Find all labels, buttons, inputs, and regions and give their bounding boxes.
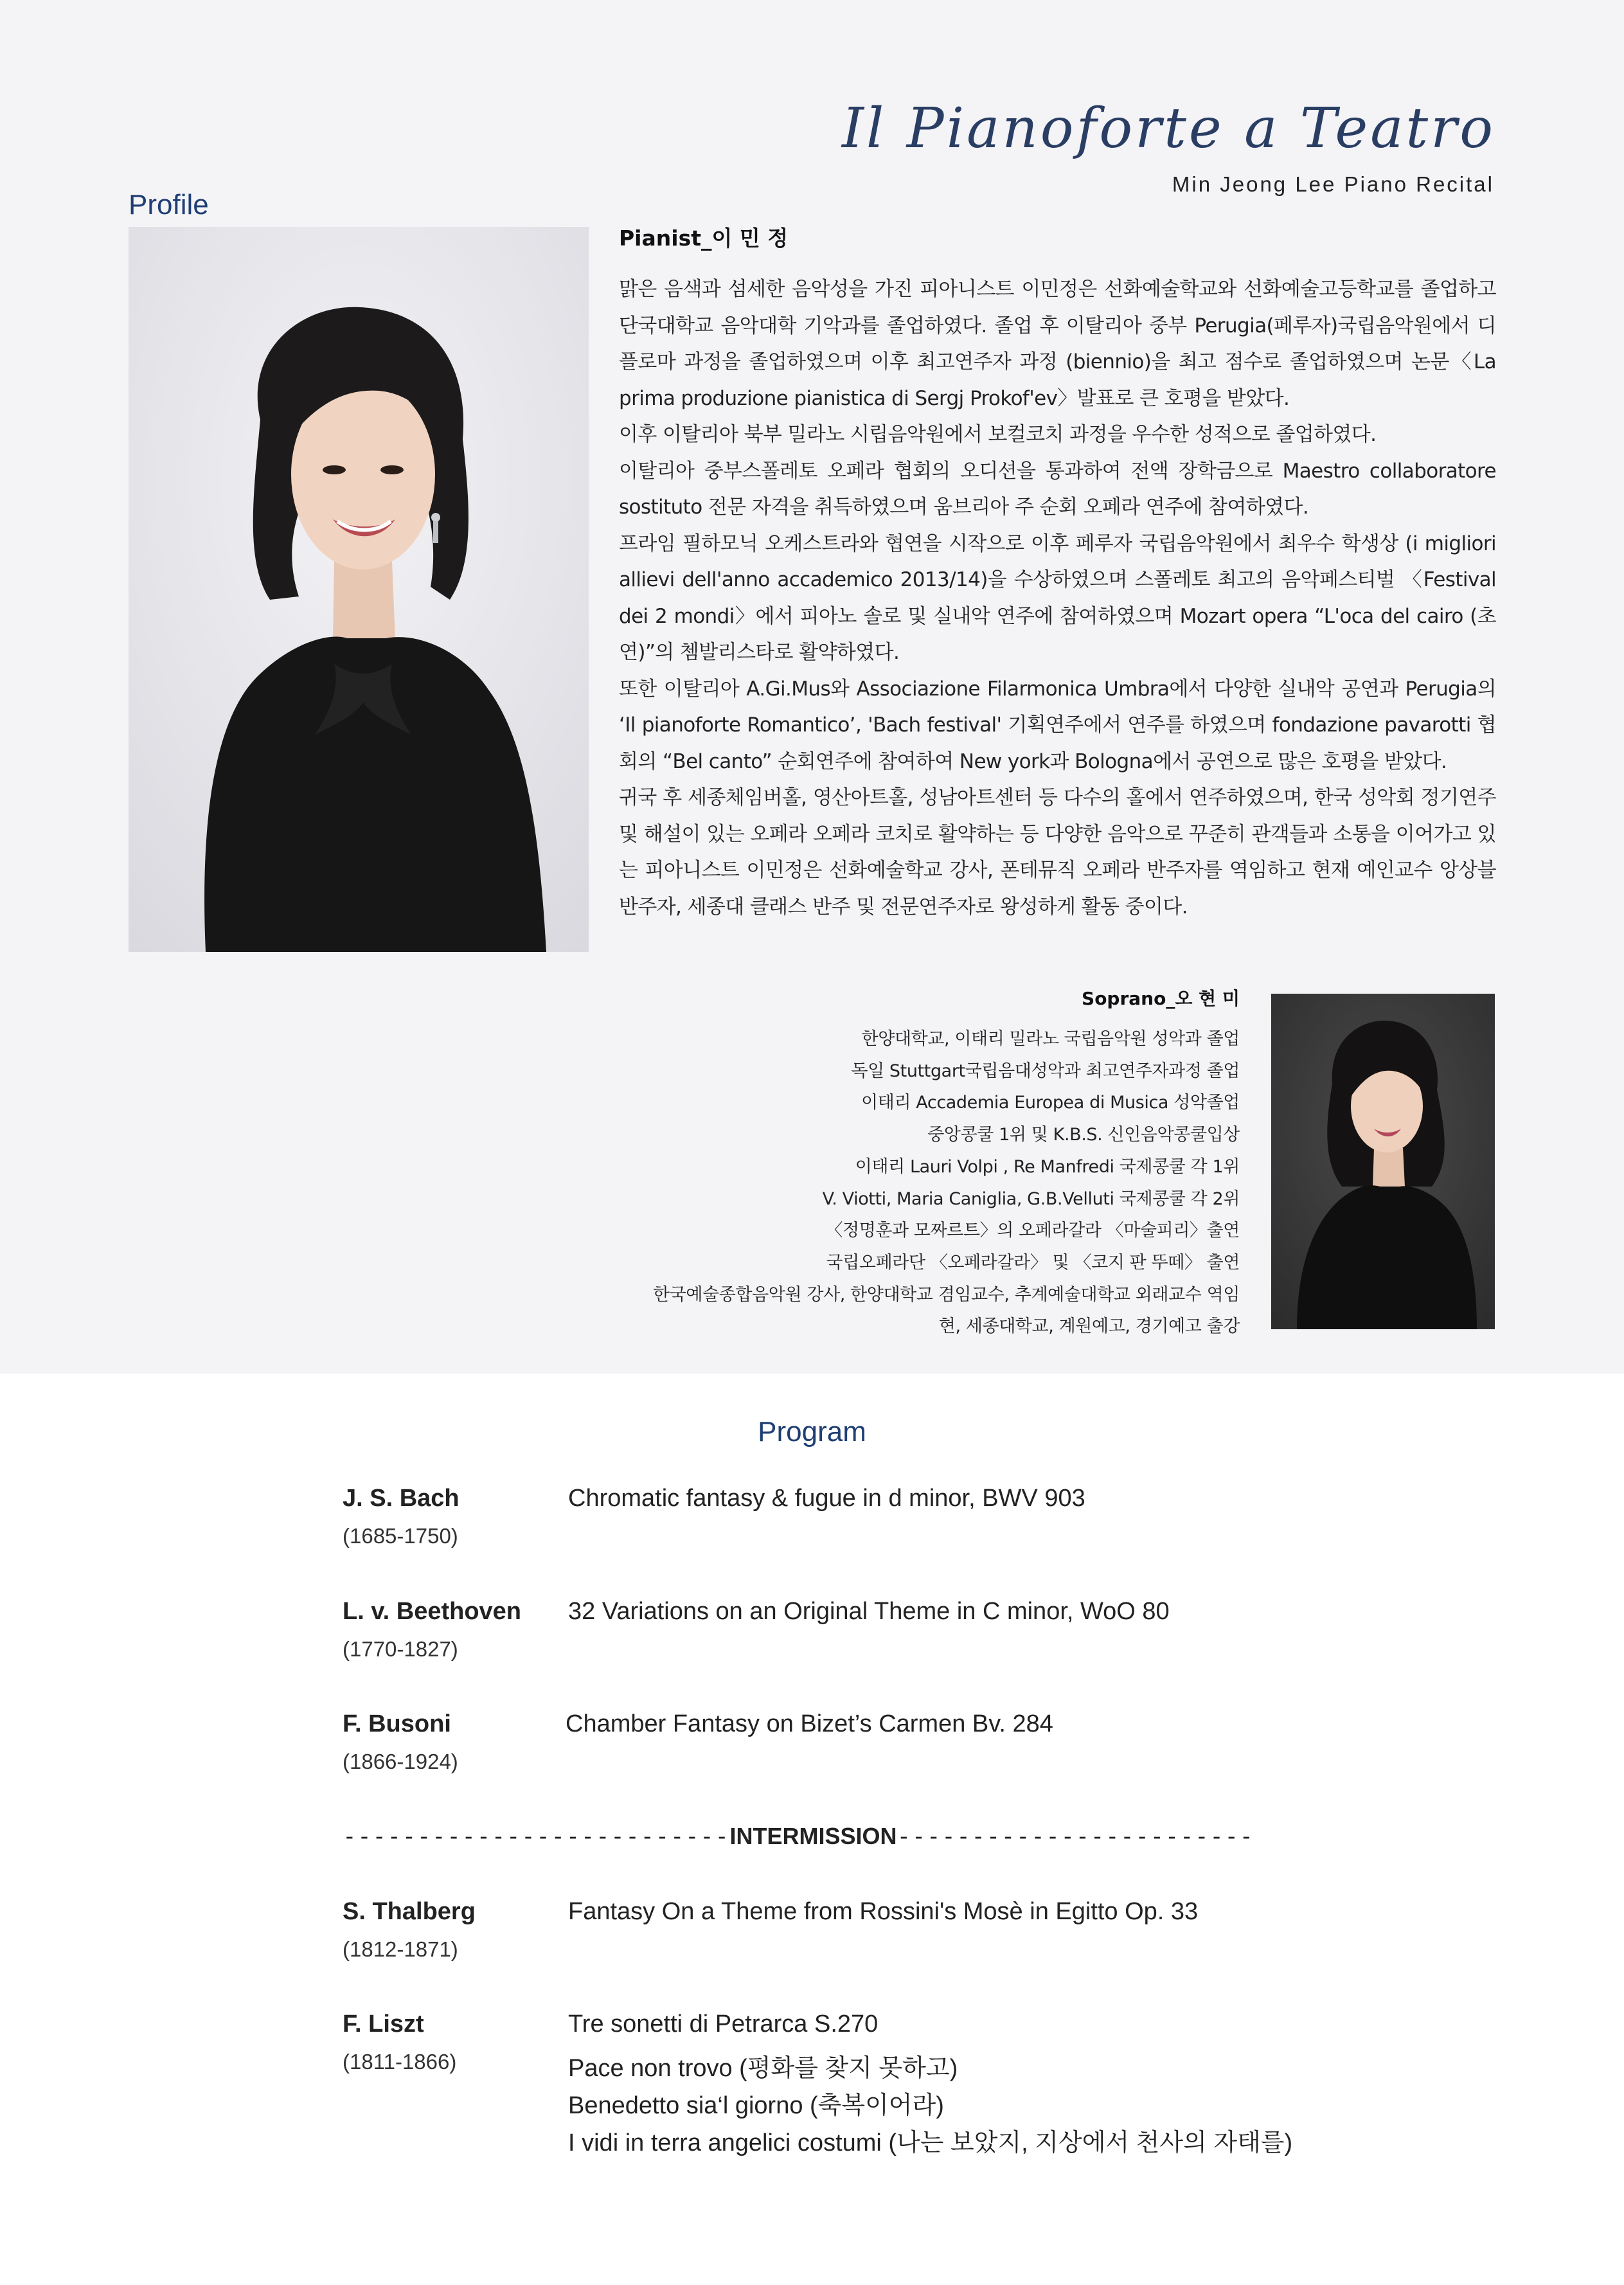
program-title: Program (758, 1416, 866, 1447)
pianist-heading: Pianist_이 민 정 (619, 226, 789, 251)
pianist-bio-paragraph: 귀국 후 세종체임버홀, 영산아트홀, 성남아트센터 등 다수의 홀에서 연주하였으며, 한국 성악회 정기연주 및 해설이 있는 오페라 오페라 코치로 활약하는 등 다양한 음악으로 꾸준히 관객들과 소통을 이어가고 있는 피아니스트 이민정은 선화예술학교 강사, 폰테뮤직 오페라 반주자를 역임하고 현재 예인교수 앙상블 반주자, 세종대 클래스 반주 및 전문연주자로 왕성하게 활동 중이다. (619, 786, 1496, 918)
soprano-career-line: 한국예술종합음악원 강사, 한양대학교 겸임교수, 추계예술대학교 외래교수 역임 (653, 1284, 1240, 1305)
soprano-career-line: 국립오페라단 〈오페라갈라〉 및 〈코지 판 뚜떼〉 출연 (826, 1252, 1240, 1273)
intermission-dashes-left: -------------------------- (343, 1824, 730, 1850)
program-work: Tre sonetti di Petrarca S.270 (568, 2011, 879, 2038)
soprano-career-line: 〈정명훈과 모짜르트〉의 오페라갈라 〈마술피리〉출연 (825, 1221, 1240, 1241)
program-work: Benedetto sia‘l giorno (축복이어라) (568, 2092, 944, 2119)
composer-years: (1770-1827) (343, 1637, 458, 1661)
soprano-career-line: 독일 Stuttgart국립음대성악과 최고연주자과정 졸업 (851, 1061, 1240, 1081)
soprano-career-line: 현, 세종대학교, 계원예고, 경기예고 출강 (938, 1316, 1240, 1337)
program-work: Pace non trovo (평화를 찾지 못하고) (568, 2055, 958, 2082)
pianist-bio-paragraph: 맑은 음색과 섬세한 음악성을 가진 피아니스트 이민정은 선화예술학교와 선화예술고등학교를 졸업하고 단국대학교 음악대학 기악과를 졸업하였다. 졸업 후 이탈리아 중부 Perugia(페루자)국립음악원에서 디플로마 과정을 졸업하였으며 이후 최고연주자 과정 (biennio)을 최고 점수로 졸업하였으며 논문〈La prima produzione pianistica di Sergj Prokof'ev〉발표로 큰 호평을 받았다. (619, 278, 1496, 410)
pianist-profile (619, 222, 1496, 925)
soprano-career-line: V. Viotti, Maria Caniglia, G.B.Velluti 국제콩쿨 각 2위 (822, 1188, 1240, 1209)
composer-name: L. v. Beethoven (343, 1598, 522, 1625)
profile-label: Profile (129, 189, 209, 220)
program-work: 32 Variations on an Original Theme in C minor, WoO 80 (568, 1598, 1170, 1625)
intermission-label: INTERMISSION (729, 1823, 897, 1849)
composer-years: (1812-1871) (343, 1937, 458, 1961)
program-work: I vidi in terra angelici costumi (나는 보았지, 지상에서 천사의 자태를) (568, 2129, 1293, 2156)
program-work: Chromatic fantasy & fugue in d minor, BWV 903 (568, 1485, 1085, 1512)
composer-name: S. Thalberg (343, 1898, 476, 1925)
pianist-bio-paragraph: 프라임 필하모닉 오케스트라와 협연을 시작으로 이후 페루자 국립음악원에서 최우수 학생상 (i migliori allievi dell'anno accademico 2013/14)을 수상하였으며 스폴레토 최고의 음악페스티벌 〈Festival dei 2 mondi〉에서 피아노 솔로 및 실내악 연주에 참여하였으며 Mozart opera “L'oca del cairo (초연)”의 쳄발리스타로 활약하였다. (619, 532, 1496, 664)
recital-script-title: Il Pianoforte a Teatro (841, 96, 1495, 161)
composer-name: F. Busoni (343, 1710, 451, 1737)
intermission-divider (343, 1823, 1254, 1850)
pianist-bio-paragraph: 이탈리아 중부스폴레토 오페라 협회의 오디션을 통과하여 전액 장학금으로 Maestro collaboratore sostituto 전문 자격을 취득하였으며 움브리아 주 순회 오페라 연주에 참여하였다. (619, 459, 1496, 519)
pianist-bio-paragraph: 또한 이탈리아 A.Gi.Mus와 Associazione Filarmonica Umbra에서 다양한 실내악 공연과 Perugia의 ‘Il pianoforte Romantico’, 'Bach festival' 기획연주에서 연주를 하였으며 fondazione pavarotti 협회의 “Bel canto” 순회연주에 참여하여 New york과 Bologna에서 공연으로 많은 호평을 받았다. (619, 677, 1496, 773)
composer-years: (1811-1866) (343, 2050, 457, 2074)
soprano-photo (1271, 994, 1495, 1329)
soprano-career-line: 한양대학교, 이태리 밀라노 국립음악원 성악과 졸업 (861, 1029, 1240, 1049)
soprano-career-line: 이태리 Lauri Volpi , Re Manfredi 국제콩쿨 각 1위 (855, 1156, 1240, 1177)
pianist-photo (129, 227, 589, 952)
soprano-profile (533, 985, 1240, 1343)
program-work: Chamber Fantasy on Bizet’s Carmen Bv. 284 (566, 1710, 1053, 1737)
composer-years: (1866-1924) (343, 1750, 458, 1773)
soprano-career-line: 중앙콩쿨 1위 및 K.B.S. 신인음악콩쿨입상 (927, 1125, 1240, 1145)
pianist-bio-paragraph: 이후 이탈리아 북부 밀라노 시립음악원에서 보컬코치 과정을 우수한 성적으로 졸업하였다. (619, 423, 1377, 446)
intermission-dashes-right: ------------------------ (897, 1824, 1254, 1850)
composer-name: J. S. Bach (343, 1485, 460, 1512)
program-work: Fantasy On a Theme from Rossini's Mosè in Egitto Op. 33 (568, 1898, 1199, 1925)
soprano-heading: Soprano_오 현 미 (1082, 988, 1240, 1009)
composer-name: F. Liszt (343, 2011, 424, 2038)
composer-years: (1685-1750) (343, 1524, 458, 1548)
recital-subtitle: Min Jeong Lee Piano Recital (1172, 172, 1494, 196)
soprano-career-line: 이태리 Accademia Europea di Musica 성악졸업 (861, 1093, 1240, 1113)
